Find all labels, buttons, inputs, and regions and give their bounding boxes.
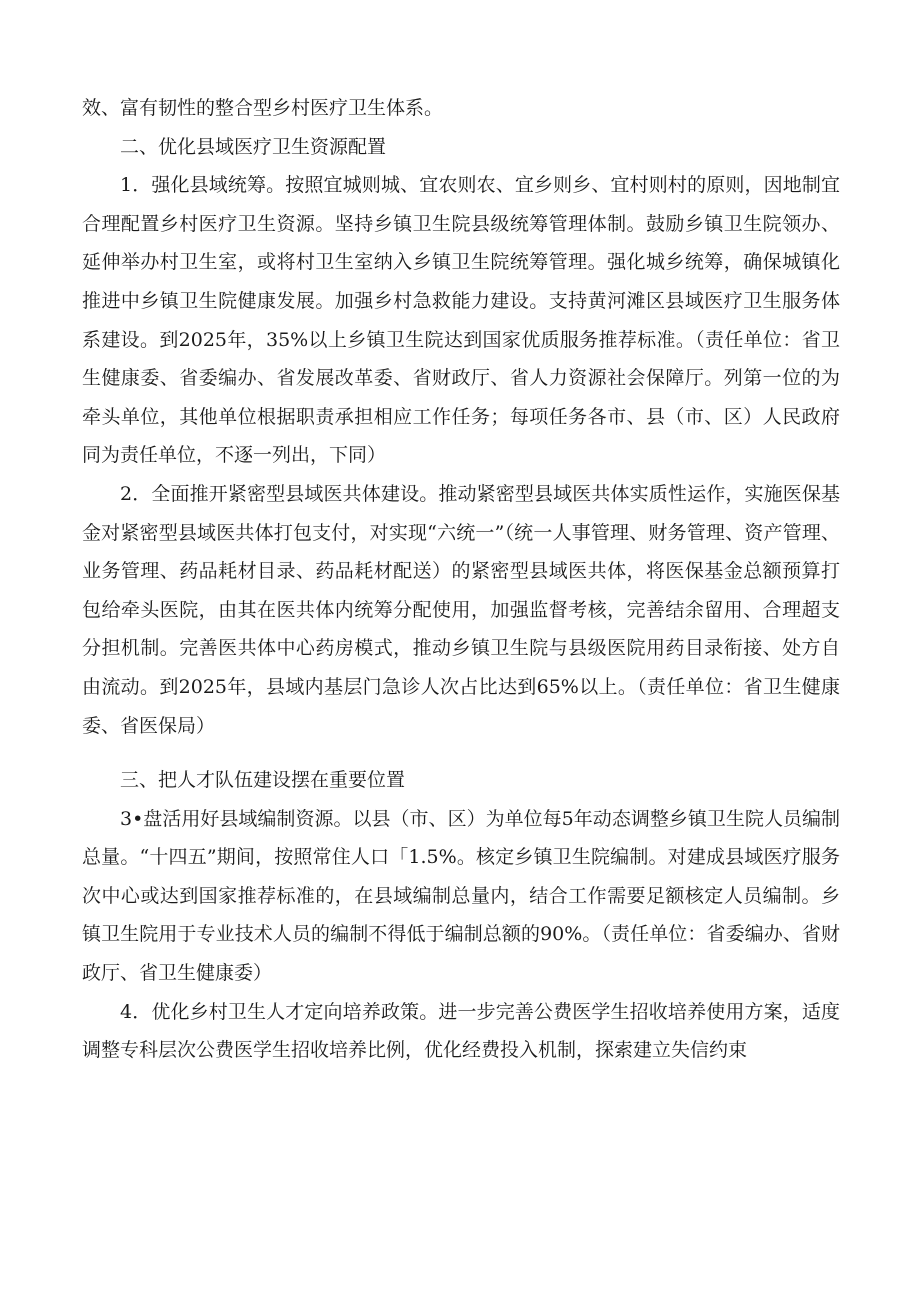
paragraph-continuation: 效、富有韧性的整合型乡村医疗卫生体系。: [82, 97, 444, 119]
paragraph-item-3: 3•盘活用好县域编制资源。以县（市、区）为单位每5年动态调整乡镇卫生院人员编制总量。“十四五”期间，按照常住人口「1.5%。核定乡镇卫生院编制。对建成县域医疗服务次中心或达到国家推荐标准的，在县域编制总量内，结合工作需要足额核定人员编制。乡镇卫生院用于专业技术人员的编制不得低于编制总额的90%。（责任单位：省委编办、省财政厅、省卫生健康委）: [82, 807, 840, 985]
paragraph-item-4: 4．优化乡村卫生人才定向培养政策。进一步完善公费医学生招收培养使用方案，适度调整专科层次公费医学生招收培养比例，优化经费投入机制，探索建立失信约束: [82, 1000, 840, 1062]
section-heading-2: 二、优化县域医疗卫生资源配置: [120, 135, 387, 158]
paragraph-item-2: 2．全面推开紧密型县域医共体建设。推动紧密型县域医共体实质性运作，实施医保基金对紧密型县域医共体打包支付，对实现“六统一”（统一人事管理、财务管理、资产管理、业务管理、药品耗材目录、药品耗材配送）的紧密型县域医共体，将医保基金总额预算打包给牵头医院，由其在医共体内统筹分配使用，加强监督考核，完善结余留用、合理超支分担机制。完善医共体中心药房模式，推动乡镇卫生院与县级医院用药目录衔接、处方自由流动。到2025年，县域内基层门急诊人次占比达到65%以上。（责任单位：省卫生健康委、省医保局）: [82, 482, 840, 737]
paragraph-item-1: 1．强化县域统筹。按照宜城则城、宜农则农、宜乡则乡、宜村则村的原则，因地制宜合理配置乡村医疗卫生资源。坚持乡镇卫生院县级统筹管理体制。鼓励乡镇卫生院领办、延伸举办村卫生室，或将村卫生室纳入乡镇卫生院统筹管理。强化城乡统筹，确保城镇化推进中乡镇卫生院健康发展。加强乡村急救能力建设。支持黄河滩区县域医疗卫生服务体系建设。到2025年，35%以上乡镇卫生院达到国家优质服务推荐标准。（责任单位：省卫生健康委、省委编办、省发展改革委、省财政厅、省人力资源社会保障厅。列第一位的为牵头单位，其他单位根据职责承担相应工作任务；每项任务各市、县（市、区）人民政府同为责任单位，不逐一列出，下同）: [82, 174, 840, 467]
section-heading-3: 三、把人才队伍建设摆在重要位置: [120, 769, 406, 792]
document-body: [82, 89, 840, 1070]
